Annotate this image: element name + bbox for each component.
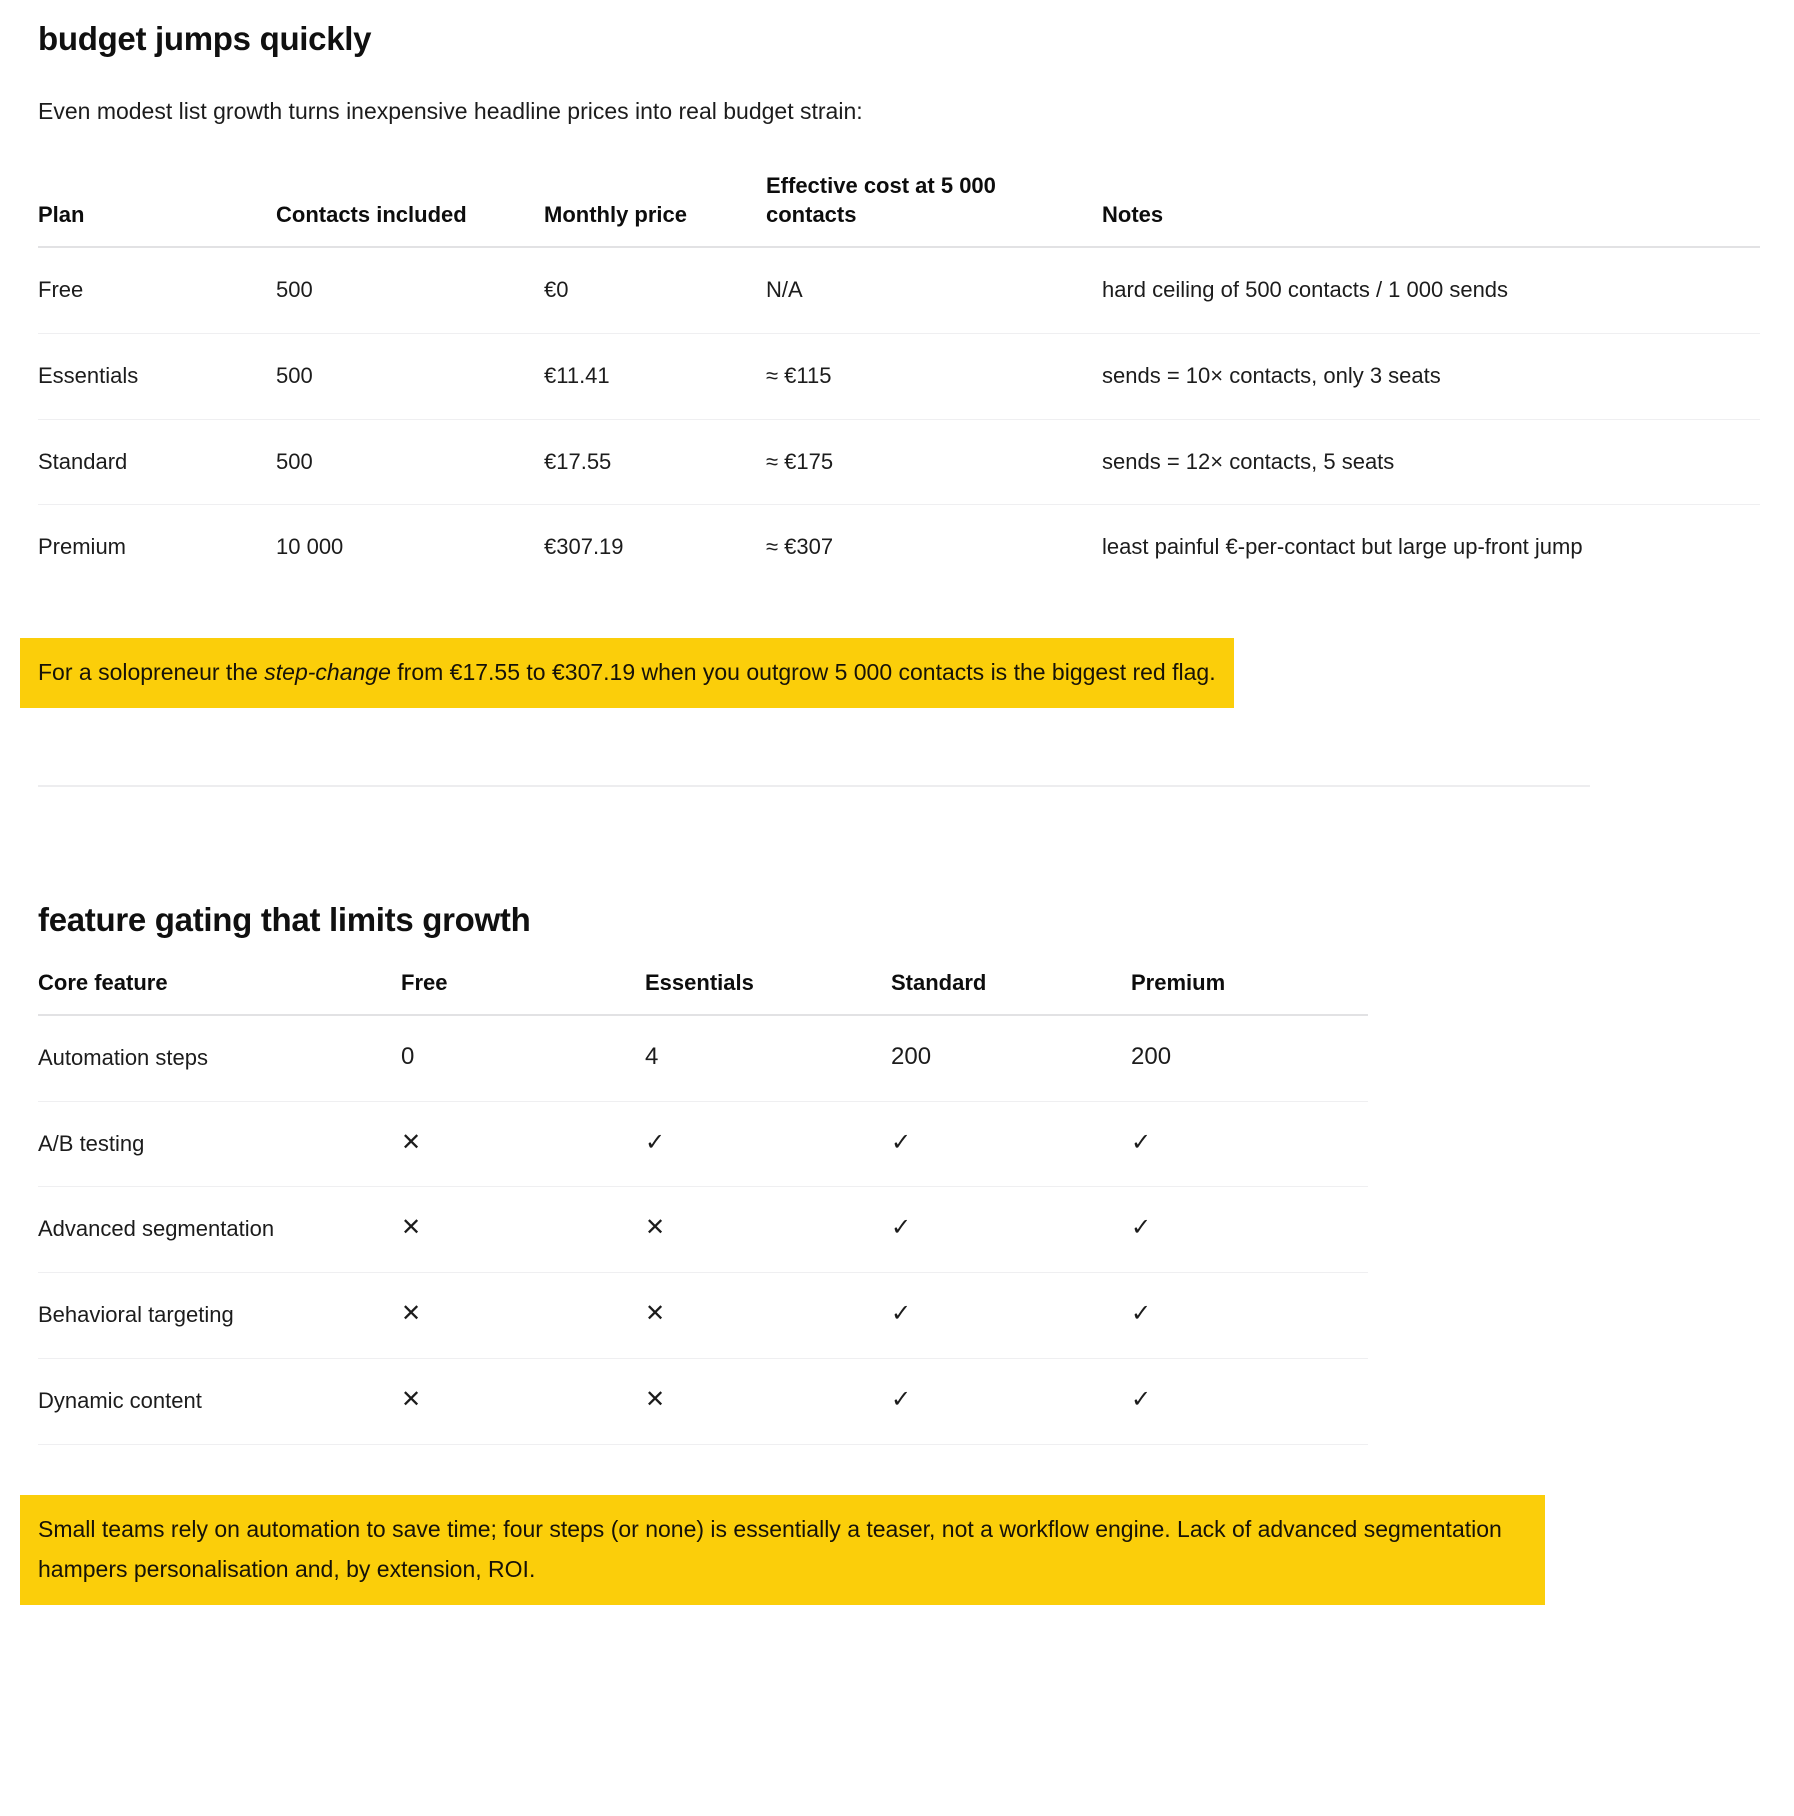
cell-standard: ✓ — [891, 1187, 1131, 1273]
cell-effective: ≈ €175 — [766, 419, 1102, 505]
column-header-price: Monthly price — [544, 171, 766, 247]
cell-plan: Standard — [38, 419, 276, 505]
feature-gating-table — [38, 968, 1368, 1444]
callout-emphasis: step-change — [264, 658, 391, 685]
pricing-table — [38, 171, 1760, 590]
table-header-row — [38, 171, 1760, 247]
cell-plan: Premium — [38, 534, 127, 560]
cell-essentials: ✕ — [645, 1187, 891, 1273]
cell-premium: 200 — [1131, 1015, 1368, 1101]
cell-essentials: ✕ — [645, 1273, 891, 1359]
cell-price: €307.19 — [544, 534, 624, 560]
feature-table-head — [38, 968, 1368, 1015]
cell-feature: Automation steps — [38, 1015, 401, 1101]
cell-free: ✕ — [401, 1273, 645, 1359]
pricing-table-head — [38, 171, 1760, 247]
cell-effective: ≈ €307 — [766, 534, 834, 560]
cell-contacts: 500 — [276, 247, 544, 333]
cell-price: €17.55 — [544, 419, 766, 505]
cell-plan: Free — [38, 247, 276, 333]
cell-essentials: 4 — [645, 1015, 891, 1101]
table-row — [38, 1273, 1368, 1359]
cell-plan: Essentials — [38, 333, 276, 419]
table-row — [38, 505, 1760, 590]
table-row — [38, 1187, 1368, 1273]
cell-notes: sends = 10× contacts, only 3 seats — [1102, 333, 1760, 419]
cell-free: ✕ — [401, 1358, 645, 1444]
table-row — [38, 1358, 1368, 1444]
feature-table-body — [38, 1015, 1368, 1444]
cell-feature: A/B testing — [38, 1101, 401, 1187]
section-title-feature-gating: feature gating that limits growth — [38, 901, 531, 939]
cell-free: ✕ — [401, 1101, 645, 1187]
highlight-callout-pricing — [20, 638, 1234, 708]
pricing-table-body — [38, 247, 1760, 590]
cell-contacts: 500 — [276, 419, 544, 505]
table-row — [38, 419, 1760, 505]
column-header-contacts: Contacts included — [276, 171, 544, 247]
page-title: budget jumps quickly — [38, 20, 372, 57]
cell-free: 0 — [401, 1015, 645, 1101]
cell-effective: ≈ €115 — [766, 333, 1102, 419]
column-header-free: Free — [401, 968, 645, 1015]
cell-standard: 200 — [891, 1015, 1131, 1101]
cell-premium: ✓ — [1131, 1273, 1368, 1359]
cell-contacts: 10 000 — [276, 534, 344, 560]
intro-paragraph: Even modest list growth turns inexpensive headline prices into real budget strain: — [38, 98, 863, 125]
column-header-plan: Plan — [38, 171, 276, 247]
cell-notes: hard ceiling of 500 contacts / 1 000 sends — [1102, 247, 1760, 333]
column-header-essentials: Essentials — [645, 968, 891, 1015]
table-header-row — [38, 968, 1368, 1015]
cell-free: ✕ — [401, 1187, 645, 1273]
cell-contacts: 500 — [276, 333, 544, 419]
cell-standard: ✓ — [891, 1358, 1131, 1444]
column-header-core-feature: Core feature — [38, 968, 401, 1015]
column-header-effective: Effective cost at 5 000 contacts — [766, 171, 1102, 247]
table-row — [38, 1015, 1368, 1101]
cell-notes: sends = 12× contacts, 5 seats — [1102, 419, 1760, 505]
cell-feature: Behavioral targeting — [38, 1273, 401, 1359]
cell-essentials: ✕ — [645, 1358, 891, 1444]
table-row — [38, 1101, 1368, 1187]
table-row — [38, 333, 1760, 419]
column-header-standard: Standard — [891, 968, 1131, 1015]
cell-feature: Dynamic content — [38, 1358, 401, 1444]
cell-notes: least painful €-per-contact but large up-front jump — [1102, 534, 1583, 560]
column-header-premium: Premium — [1131, 968, 1368, 1015]
cell-price: €11.41 — [544, 333, 766, 419]
callout-text-before: For a solopreneur the — [38, 658, 265, 685]
table-row — [38, 247, 1760, 333]
callout-text-after: from €17.55 to €307.19 when you outgrow 5 000 contacts is the biggest red flag. — [390, 658, 1216, 685]
cell-premium: ✓ — [1131, 1358, 1368, 1444]
cell-price: €0 — [544, 247, 766, 333]
cell-premium: ✓ — [1131, 1187, 1368, 1273]
cell-premium: ✓ — [1131, 1101, 1368, 1187]
cell-feature: Advanced segmentation — [38, 1187, 401, 1273]
highlight-callout-features: Small teams rely on automation to save time; four steps (or none) is essentially a teaser, not a workflow engine. Lack of advanced segmentation hampers personalisation and, by extension, ROI. — [20, 1495, 1545, 1606]
spacer — [0, 787, 1794, 899]
cell-standard: ✓ — [891, 1101, 1131, 1187]
column-header-notes: Notes — [1102, 171, 1760, 247]
cell-standard: ✓ — [891, 1273, 1131, 1359]
cell-essentials: ✓ — [645, 1101, 891, 1187]
cell-effective: N/A — [766, 247, 1102, 333]
